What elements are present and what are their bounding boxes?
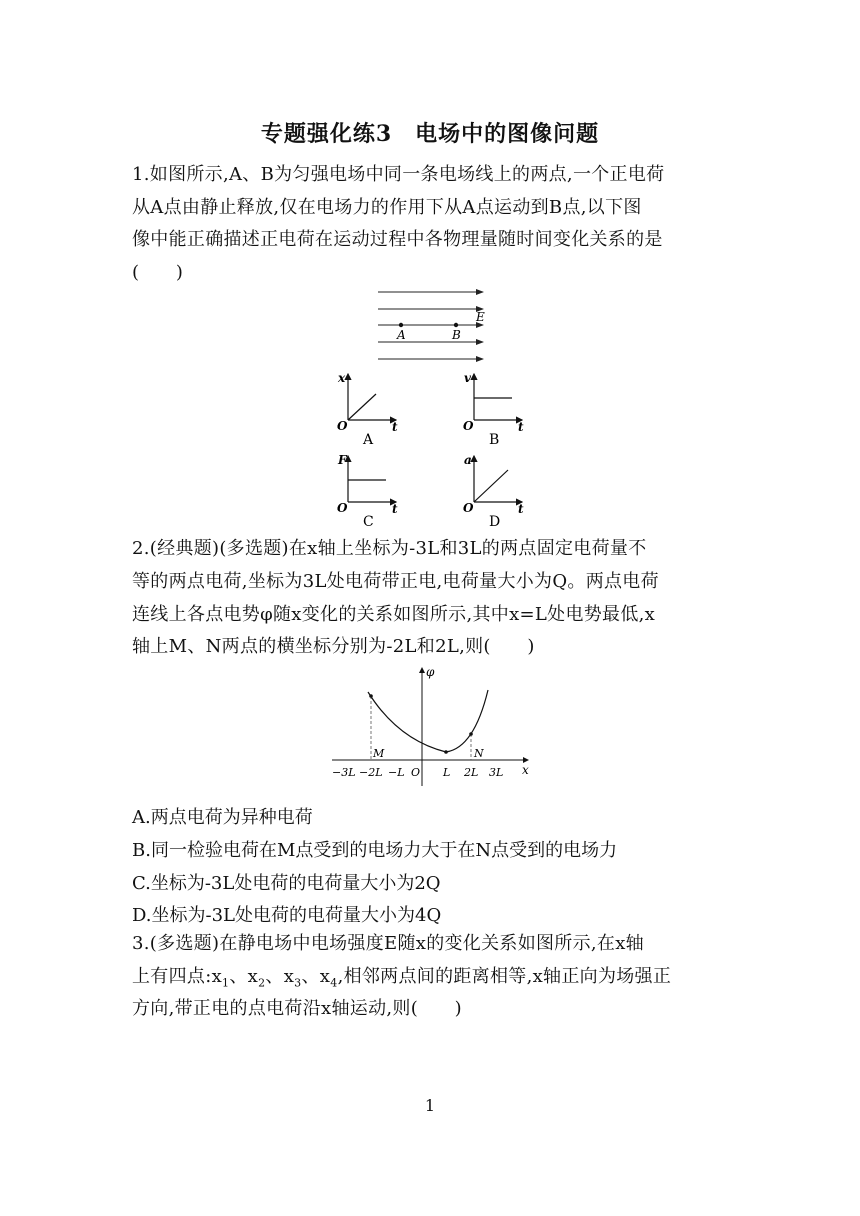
question-2-line: 轴上M、N两点的横坐标分别为-2L和2L,则( ): [132, 636, 535, 657]
svg-text:v: v: [464, 371, 471, 385]
graph-d: [458, 450, 530, 532]
tick-label: O: [411, 766, 421, 779]
point-a-label: A: [397, 328, 406, 342]
svg-text:O: O: [337, 419, 348, 433]
question-3-line: 上有四点$:x_1$、$x_2$、$x_3$、$x_4$,相邻两点间的距离相等,x轴正向为场强正: [132, 966, 672, 990]
graph-a-curve: [348, 394, 376, 420]
point-n-dot: [469, 732, 473, 736]
graph-d-curve: [474, 470, 508, 502]
graph-b-letter: B: [489, 432, 500, 448]
question-2-line: 2.(经典题)(多选题)在x轴上坐标为-3L和3L的两点固定电荷量不: [132, 538, 647, 559]
point-a-dot: [399, 323, 403, 327]
svg-text:t: t: [392, 420, 398, 434]
svg-text:φ: φ: [426, 665, 435, 679]
point-l-dot: [444, 750, 448, 754]
option-a: A.两点电荷为异种电荷: [132, 807, 313, 828]
tick-label: −3L: [332, 766, 356, 779]
point-b-label: B: [452, 328, 461, 342]
option-c: C.坐标为-3L处电荷的电荷量大小为2Q: [132, 873, 441, 894]
graph-b: [458, 368, 530, 450]
point-m-dot: [369, 694, 373, 698]
question-3-line: 3.(多选题)在静电场中电场强度E随x的变化关系如图所示,在x轴: [132, 933, 644, 954]
question-1-line: 像中能正确描述正电荷在运动过程中各物理量随时间变化关系的是: [132, 229, 663, 250]
potential-graph: [328, 662, 538, 790]
question-2-line: 连线上各点电势φ随x变化的关系如图所示,其中x=L处电势最低,x: [132, 604, 656, 625]
graph-c-letter: C: [363, 514, 374, 530]
field-label: E: [476, 310, 485, 324]
question-1-line: 1.如图所示,A、B为匀强电场中同一条电场线上的两点,一个正电荷: [132, 164, 665, 185]
electric-field-figure: [370, 284, 500, 368]
svg-text:a: a: [464, 453, 472, 467]
svg-text:t: t: [518, 420, 524, 434]
question-3-line: 方向,带正电的点电荷沿x轴运动,则( ): [132, 998, 462, 1019]
graph-a-letter: A: [363, 432, 374, 448]
svg-text:x: x: [338, 371, 346, 385]
svg-text:O: O: [337, 501, 348, 515]
svg-text:t: t: [518, 502, 524, 516]
svg-text:F: F: [338, 453, 347, 467]
option-d: D.坐标为-3L处电荷的电荷量大小为4Q: [132, 905, 442, 926]
page-number: 1: [424, 1096, 436, 1115]
svg-text:O: O: [463, 501, 474, 515]
point-b-dot: [454, 323, 458, 327]
tick-label: L: [443, 766, 451, 779]
question-1-line: ( ): [132, 262, 184, 283]
page-title: 专题强化练3 电场中的图像问题: [260, 121, 600, 147]
tick-label: 3L: [489, 766, 504, 779]
tick-label: −2L: [359, 766, 383, 779]
tick-label: 2L: [464, 766, 479, 779]
point-n-label: N: [474, 747, 484, 760]
svg-text:O: O: [463, 419, 474, 433]
question-2-line: 等的两点电荷,坐标为3L处电荷带正电,电荷量大小为Q。两点电荷: [132, 571, 659, 592]
graph-a: [332, 368, 404, 450]
graph-c: [332, 450, 404, 532]
question-1-line: 从A点由静止释放,仅在电场力的作用下从A点运动到B点,以下图: [132, 197, 642, 218]
tick-label: −L: [388, 766, 405, 779]
point-m-label: M: [373, 747, 385, 760]
svg-text:x: x: [522, 763, 529, 777]
potential-curve: [368, 690, 488, 752]
svg-text:t: t: [392, 502, 398, 516]
graph-d-letter: D: [489, 514, 501, 530]
option-b: B.同一检验电荷在M点受到的电场力大于在N点受到的电场力: [132, 840, 618, 861]
